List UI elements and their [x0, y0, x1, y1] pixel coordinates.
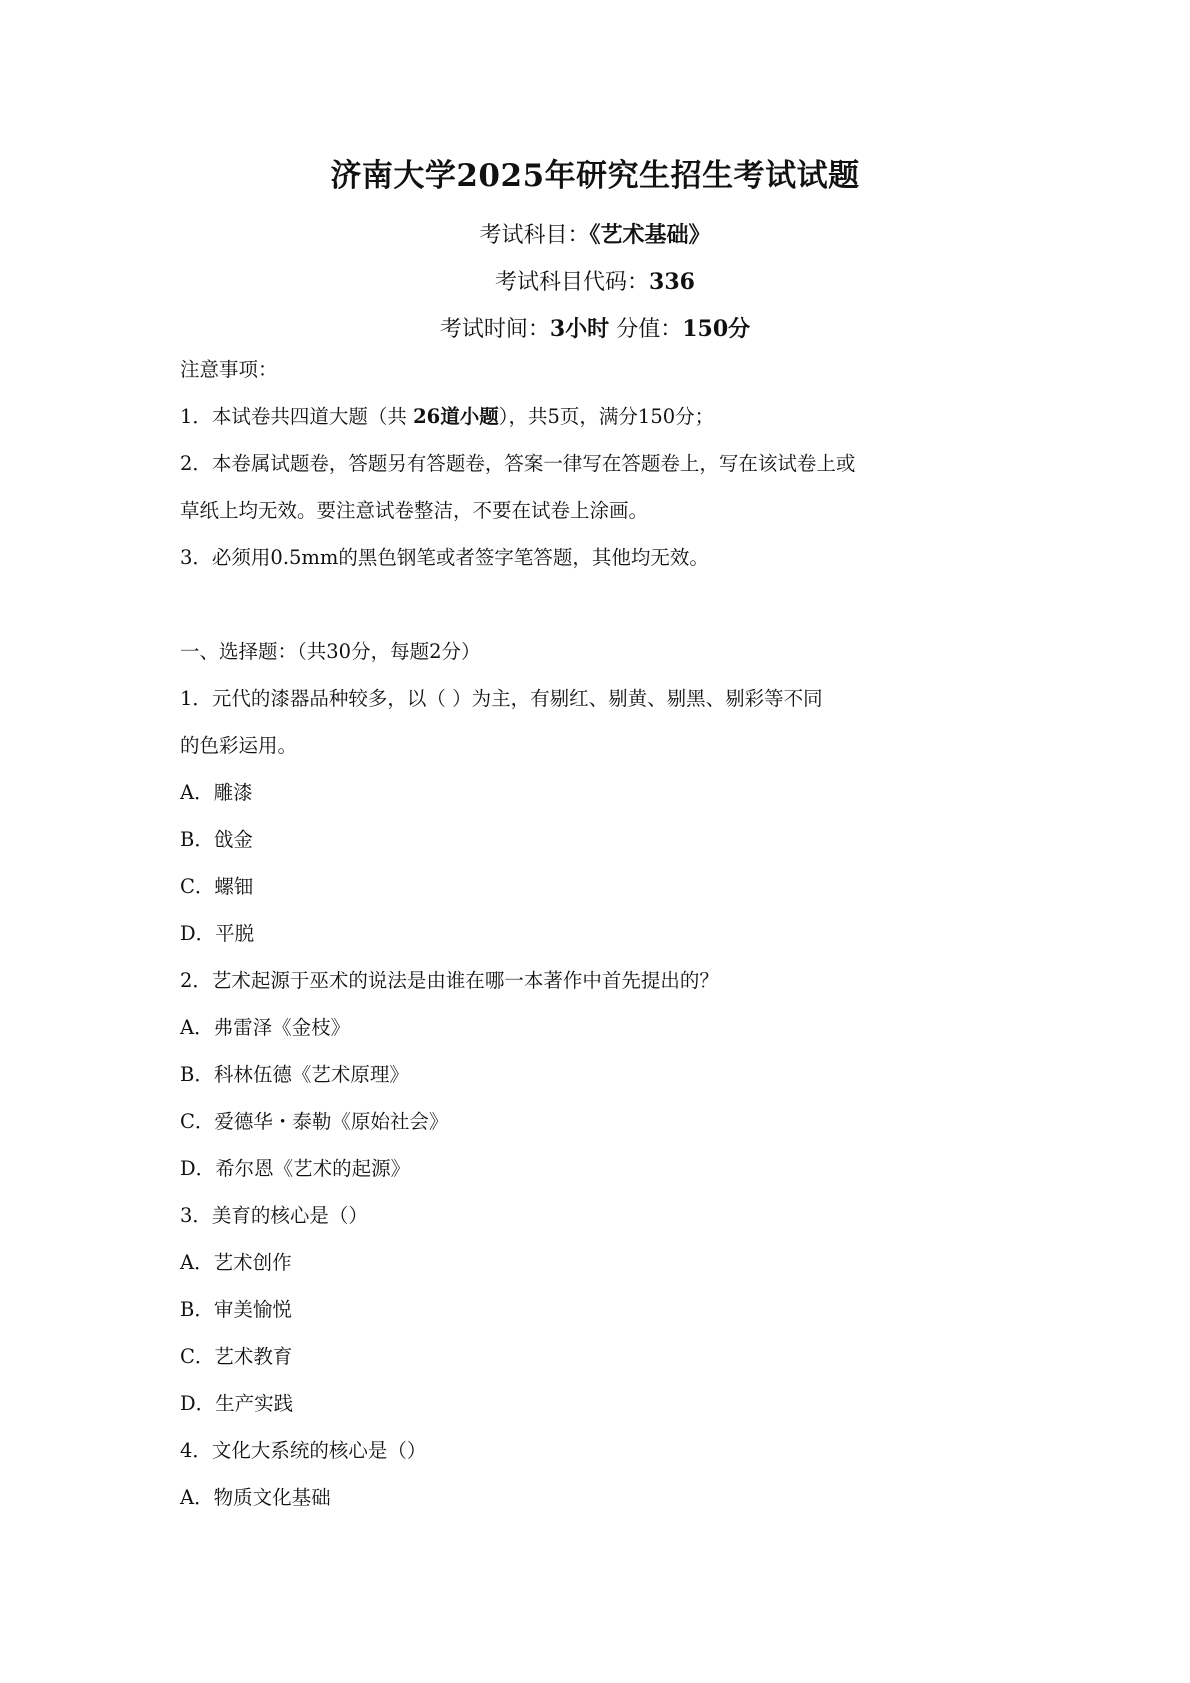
question-1-line-2: 的色彩运用。: [180, 734, 298, 757]
notes-heading: 注意事项：: [180, 358, 278, 381]
question-1-line-1: 1．元代的漆器品种较多，以（ ）为主，有剔红、剔黄、剔黑、剔彩等不同: [180, 687, 823, 710]
note-1-suffix: ），共5页，满分150分；: [498, 405, 715, 428]
time-score-line: [0, 312, 1190, 343]
section-1-heading: 一、选择题：（共30分，每题2分）: [180, 640, 481, 663]
question-1-option-d: D．平脱: [180, 922, 255, 945]
question-3-option-a: A．艺术创作: [180, 1251, 292, 1274]
note-1: [180, 404, 714, 430]
subject-code-value: 336: [649, 269, 695, 295]
note-1-bold: 26道小题: [413, 405, 499, 428]
question-2-option-c: C．爱德华・泰勒《原始社会》: [180, 1110, 449, 1133]
question-3: 3．美育的核心是（）: [180, 1204, 368, 1227]
time-label: 考试时间：: [439, 317, 550, 342]
score-value: 150分: [682, 316, 751, 342]
question-3-option-d: D．生产实践: [180, 1392, 294, 1415]
exam-title: 济南大学2025年研究生招生考试试题: [330, 158, 860, 194]
subject-code-label: 考试科目代码：: [495, 270, 650, 295]
time-value: 3小时: [549, 316, 610, 342]
note-3: 3．必须用0.5mm的黑色钢笔或者签字笔答题，其他均无效。: [180, 546, 709, 569]
question-3-option-b: B．审美愉悦: [180, 1298, 292, 1321]
subject-code-line: [0, 265, 1190, 296]
question-4: 4．文化大系统的核心是（）: [180, 1439, 427, 1462]
question-2-option-a: A．弗雷泽《金枝》: [180, 1016, 351, 1039]
question-2-option-d: D．希尔恩《艺术的起源》: [180, 1157, 411, 1180]
question-3-option-c: C．艺术教育: [180, 1345, 293, 1368]
question-2: 2．艺术起源于巫术的说法是由谁在哪一本著作中首先提出的？: [180, 969, 719, 992]
subject-value: 《艺术基础》: [589, 222, 711, 248]
note-2-line-2: 草纸上均无效。要注意试卷整洁，不要在试卷上涂画。: [180, 499, 649, 522]
question-1-option-b: B．戗金: [180, 828, 253, 851]
note-1-prefix: 1．本试卷共四道大题（共: [180, 405, 414, 428]
subject-label: 考试科目：: [479, 223, 590, 248]
score-label: 分值：: [616, 317, 683, 342]
note-2-line-1: 2．本卷属试题卷，答题另有答题卷，答案一律写在答题卷上，写在该试卷上或: [180, 452, 856, 475]
question-4-option-a: A．物质文化基础: [180, 1486, 331, 1509]
subject-line: [0, 218, 1190, 249]
question-1-option-a: A．雕漆: [180, 781, 253, 804]
question-2-option-b: B．科林伍德《艺术原理》: [180, 1063, 409, 1086]
question-1-option-c: C．螺钿: [180, 875, 254, 898]
